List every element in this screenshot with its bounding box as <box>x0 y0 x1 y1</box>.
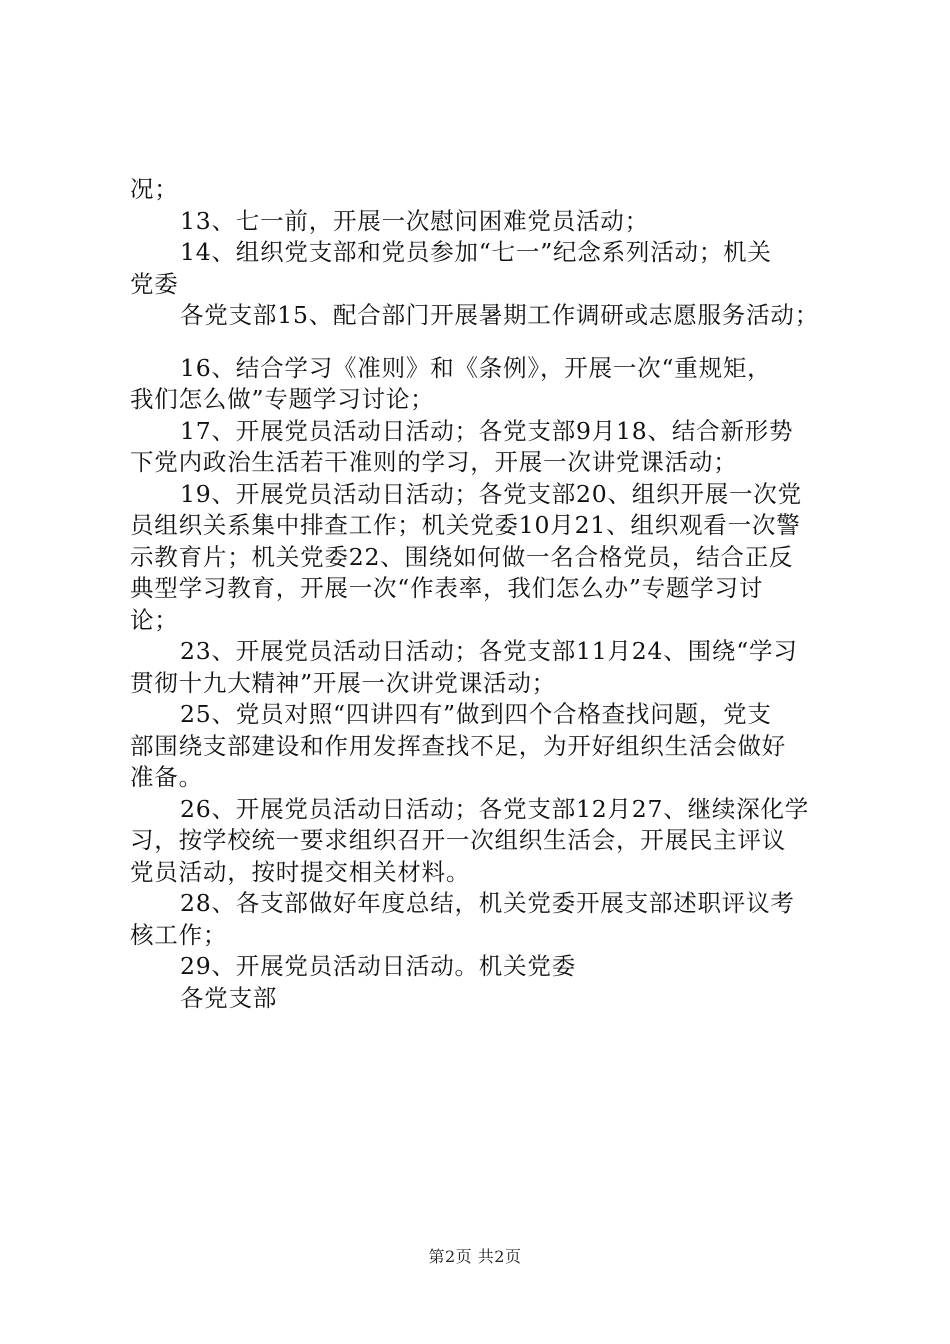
text-line: 16、结合学习《准则》和《条例》，开展一次“重规矩， <box>180 353 772 382</box>
text-line: 下党内政治生活若干准则的学习，开展一次讲党课活动； <box>130 448 738 476</box>
text-line: 员组织关系集中排查工作；机关党委10月21、组织观看一次警 <box>130 511 801 539</box>
text-line: 14、组织党支部和党员参加“七一”纪念系列活动；机关 <box>180 238 772 266</box>
text-line: 党员活动，按时提交相关材料。 <box>130 857 471 886</box>
text-line: 25、党员对照“四讲四有”做到四个合格查找问题，党支 <box>180 700 772 728</box>
text-line: 28、各支部做好年度总结，机关党委开展支部述职评议考 <box>180 889 795 917</box>
text-line: 示教育片；机关党委22、围绕如何做一名合格党员，结合正反 <box>130 542 794 571</box>
text-line: 各党支部15、配合部门开展暑期工作调研或志愿服务活动； <box>180 301 820 329</box>
text-line: 论； <box>130 605 179 634</box>
text-line: 各党支部 <box>180 983 278 1012</box>
text-line: 26、开展党员活动日活动；各党支部12月27、继续深化学 <box>180 794 810 823</box>
text-line: 典型学习教育，开展一次“作表率，我们怎么办”专题学习讨 <box>130 574 764 602</box>
text-line: 况； <box>130 175 179 203</box>
text-line: 17、开展党员活动日活动；各党支部9月18、结合新形势 <box>180 416 794 445</box>
page-footer: 第2页 共2页 <box>428 1247 522 1266</box>
text-line: 习，按学校统一要求组织召开一次组织生活会，开展民主评议 <box>130 826 787 854</box>
text-line: 19、开展党员活动日活动；各党支部20、组织开展一次党 <box>180 479 802 508</box>
text-line: 13、七一前，开展一次慰问困难党员活动； <box>180 206 649 235</box>
text-line: 准备。 <box>130 763 203 791</box>
text-line: 29、开展党员活动日活动。机关党委 <box>180 952 577 980</box>
text-line: 贯彻十九大精神”开展一次讲党课活动； <box>130 668 556 697</box>
text-line: 核工作； <box>130 920 228 949</box>
text-line: 23、开展党员活动日活动；各党支部11月24、围绕“学习 <box>180 637 798 665</box>
blank-line <box>130 332 835 353</box>
text-line: 部围绕支部建设和作用发挥查找不足，为开好组织生活会做好 <box>130 731 787 760</box>
text-line: 我们怎么做”专题学习讨论； <box>130 385 435 413</box>
text-line: 党委 <box>130 269 179 298</box>
document-body <box>130 174 835 1014</box>
